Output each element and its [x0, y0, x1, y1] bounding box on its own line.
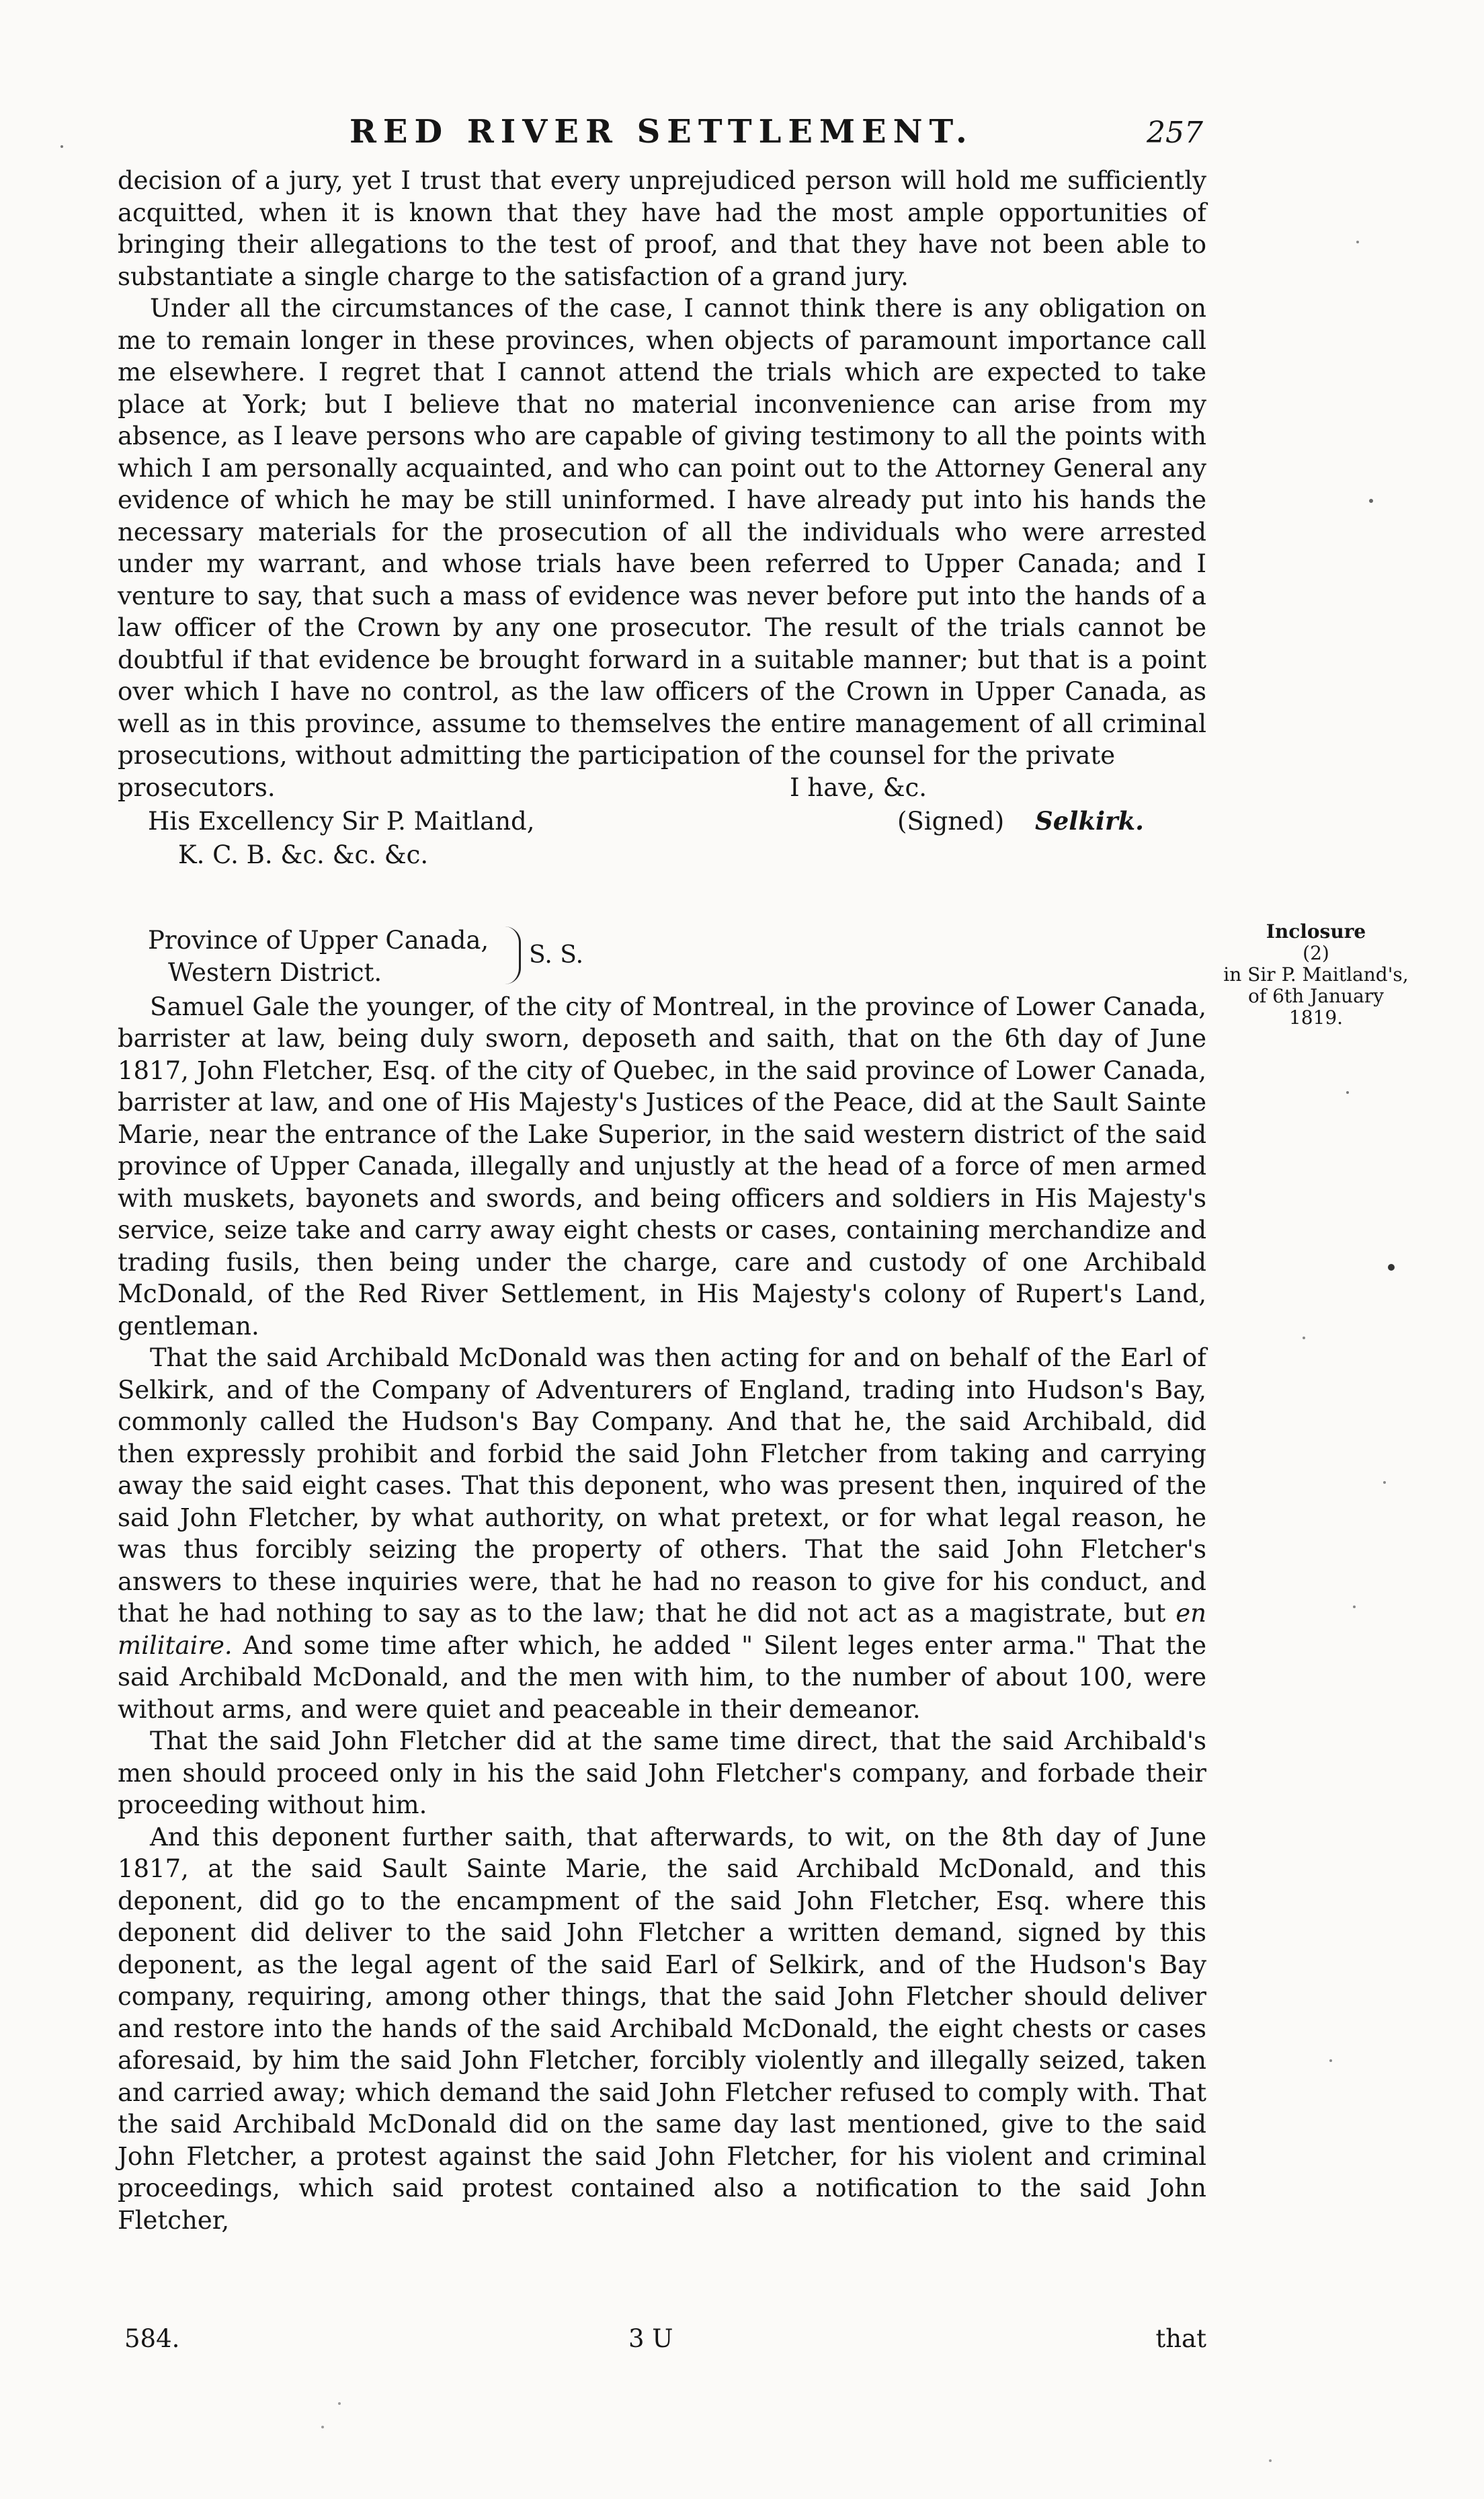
- brace-glyph: [504, 926, 521, 984]
- district-label: Western District.: [168, 957, 382, 987]
- province-label: Province of Upper Canada,: [148, 925, 489, 955]
- deposition-paragraph: And this deponent further saith, that afterwards, to wit, on the 8th day of June 1817, at the said Sault Sainte Marie, the said Archibald McDonald, and this deponent, did go to the encampment of the said John Fletcher, Esq. where this deponent did deliver to the said John Fletcher a written demand, signed by this deponent, as the legal agent of the said Earl of Selkirk, and of the Hudson's Bay company, requiring, among other things, that the said John Fletcher should deliver and restore into the hands of the said Archibald McDonald, the eight chests or cases aforesaid, by him the said John Fletcher, forcibly violently and illegally seized, taken and carried away; which demand the said John Fletcher refused to comply with. That the said Archibald McDonald did on the same day last mentioned, give to the said John Fletcher, a protest against the said John Fletcher, for his violent and criminal proceedings, which said protest contained also a notification to the said John Fletcher,: [118, 1822, 1206, 2235]
- ss-label: S. S.: [529, 941, 584, 969]
- deposition-text: That the said Archibald McDonald was then acting for and on behalf of the Earl of Selkirk, and of the Company of Adventurers of England, trading into Hudson's Bay, commonly called the Hudson's Bay Company. And that he, the said Archibald, did then expressly prohibit and forbid the said John Fletcher from taking and carrying away the said eight cases. That this deponent, who was present then, inquired of the said John Fletcher, by what authority, on what pretext, or for what legal reason, he was thus forcibly seizing the property of others. That the said John Fletcher's answers to these inquiries were, that he had no reason to give for his conduct, and that he had nothing to say as to the law; that he did not act as a magistrate, but: [118, 1343, 1206, 1628]
- signature-mark: 3 U: [628, 2324, 673, 2353]
- addressee-honours: K. C. B. &c. &c. &c.: [178, 840, 429, 869]
- running-title: RED RIVER SETTLEMENT.: [349, 113, 974, 151]
- venue-heading: [118, 925, 1206, 991]
- footer-number: 584.: [124, 2324, 180, 2353]
- catchword: that: [1155, 2324, 1206, 2353]
- deposition-paragraph: That the said John Fletcher did at the same time direct, that the said Archibald's men should proceed only in his the said John Fletcher's company, and forbade their proceeding without him.: [118, 1727, 1206, 1819]
- closing-line: [118, 772, 1206, 805]
- signature-line: [118, 805, 1206, 839]
- main-text: [118, 165, 1206, 2236]
- page-footer: [118, 2324, 1206, 2358]
- honours-line: [118, 839, 1206, 873]
- page-number: 257: [1147, 116, 1203, 150]
- closing-word: prosecutors.: [118, 772, 276, 802]
- signatory-name: Selkirk.: [1035, 805, 1145, 836]
- margin-note-title: Inclosure: [1266, 920, 1366, 943]
- valediction: I have, &c.: [790, 772, 928, 802]
- margin-note-line: 1819.: [1288, 1006, 1344, 1029]
- margin-note-line: of 6th January: [1247, 985, 1384, 1007]
- margin-note: [1215, 921, 1417, 1029]
- italic-phrase: en militaire.: [118, 1599, 1206, 1660]
- deposition-paragraph: [118, 1342, 1206, 1725]
- paragraph: Under all the circumstances of the case, I cannot think there is any obligation on me to remain longer in these provinces, when objects of paramount importance call me elsewhere. I regret that I cannot attend the trials which are expected to take place at York; but I believe that no material inconvenience can arise from my absence, as I leave persons who are capable of giving testimony to all the points with which I am personally acquainted, and who can point out to the Attorney General any evidence of which he may be still uninformed. I have already put into his hands the necessary materials for the prosecution of all the individuals who were arrested under my warrant, and whose trials have been referred to Upper Canada; and I venture to say, that such a mass of evidence was never before put into the hands of a law officer of the Crown by any one prosecutor. The result of the trials cannot be doubtful if that evidence be brought forward in a suitable manner; but that is a point over which I have no control, as the law officers of the Crown in Upper Canada, as well as in this province, assume to themselves the entire management of all criminal prosecutions, without admitting the participation of the counsel for the private: [118, 294, 1206, 770]
- deposition-paragraph: Samuel Gale the younger, of the city of Montreal, in the province of Lower Canada, barrister at law, being duly sworn, deposeth and saith, that on the 6th day of June 1817, John Fletcher, Esq. of the city of Quebec, in the said province of Lower Canada, barrister at law, and one of His Majesty's Justices of the Peace, did at the Sault Sainte Marie, near the entrance of the Lake Superior, in the said western district of the said province of Upper Canada, illegally and unjustly at the head of a force of men armed with muskets, bayonets and swords, and being officers and soldiers in His Majesty's service, seize take and carry away eight chests or cases, containing merchandize and trading fusils, then being under the charge, care and custody of one Archibald McDonald, of the Red River Settlement, in His Majesty's colony of Rupert's Land, gentleman.: [118, 992, 1206, 1341]
- deposition-text: And some time after which, he added " Silent leges enter arma." That the said Archibald McDonald, and the men with him, to the number of about 100, were without arms, and were quiet and peaceable in their demeanor.: [118, 1630, 1206, 1724]
- signed-label: (Signed): [897, 806, 1005, 836]
- margin-note-number: (2): [1303, 942, 1329, 964]
- page-header: [349, 113, 1203, 160]
- section-gap: [118, 873, 1206, 925]
- paragraph: decision of a jury, yet I trust that every unprejudiced person will hold me sufficiently acquitted, when it is known that they have had the most ample opportunities of bringing their allegations to the test of proof, and that they have not been able to substantiate a single charge to the satisfaction of a grand jury.: [118, 166, 1206, 291]
- margin-note-line: in Sir P. Maitland's,: [1223, 963, 1409, 986]
- addressee: His Excellency Sir P. Maitland,: [148, 806, 535, 836]
